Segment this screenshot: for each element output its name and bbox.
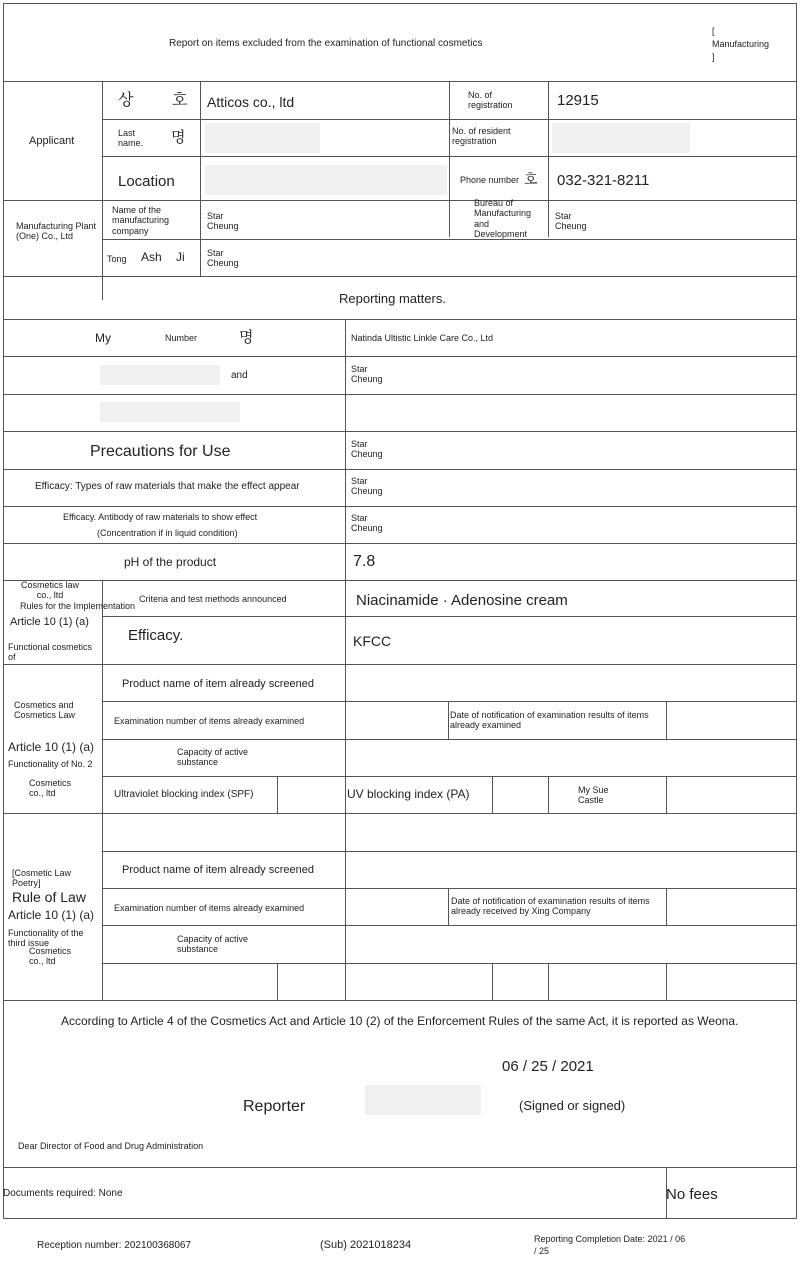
trade-name-value: Atticos co., ltd <box>207 94 295 110</box>
section2-exam-number-label: Examination number of items already examined <box>114 716 305 726</box>
bureau-value: Star Cheung <box>555 211 587 232</box>
registration-value: 12915 <box>557 92 599 109</box>
redacted-location <box>205 165 447 195</box>
manufacturer-name-value: Star Cheung <box>207 211 239 232</box>
reception-number: Reception number: 202100368067 <box>37 1240 192 1251</box>
trade-name-label-b: 호 <box>172 92 188 109</box>
last-name-glyph: 명 <box>171 129 186 146</box>
section3-screened-label: Product name of item already screened <box>122 864 314 876</box>
last-name-label: Last name. <box>118 128 144 149</box>
section2-spf-label: Ultraviolet blocking index (SPF) <box>114 789 254 800</box>
antibody-label-1: Efficacy. Antibody of raw materials to show effect <box>63 512 258 522</box>
redacted-resident-number <box>552 123 690 153</box>
section2-side-2: Article 10 (1) (a) <box>8 740 95 754</box>
tong-mid: Ash <box>141 250 162 264</box>
redacted-field <box>100 402 240 422</box>
efficacy-label: Efficacy. <box>128 627 184 644</box>
number-label: Number <box>165 333 198 343</box>
ph-value: 7.8 <box>353 553 376 570</box>
efficacy-types-label: Efficacy: Types of raw materials that make the effect appear <box>35 481 300 492</box>
section2-capacity-label: Capacity of active substance <box>177 747 249 768</box>
redacted-last-name <box>205 123 320 153</box>
reporter-label: Reporter <box>243 1098 306 1115</box>
declaration-statement: According to Article 4 of the Cosmetics Act and Article 10 (2) of the Enforcement Rules of the same Act, it is reported as Weona. <box>61 1014 739 1028</box>
antibody-value: Star Cheung <box>351 513 383 534</box>
phone-label: Phone number <box>460 175 520 185</box>
completion-date-line-2: / 25 <box>534 1246 550 1256</box>
addressee: Dear Director of Food and Drug Administration <box>18 1141 204 1151</box>
reporting-header: Reporting matters. <box>339 291 446 306</box>
criteria-label: Criteria and test methods announced <box>139 594 287 604</box>
section3-side-3: Article 10 (1) (a) <box>8 908 95 922</box>
phone-value: 032-321-8211 <box>557 172 650 189</box>
criteria-value: Niacinamide · Adenosine cream <box>356 592 568 609</box>
section3-exam-number-label: Examination number of items already examined <box>114 903 305 913</box>
trade-name-label-a: 상 <box>118 92 134 109</box>
manufacturer-name-label: Name of the manufacturing company <box>112 205 170 236</box>
section3-side-2: Rule of Law <box>12 889 86 905</box>
efficacy-types-value: Star Cheung <box>351 476 383 497</box>
product-name-value: Natinda Ultistic Linkle Care Co., Ltd <box>351 333 494 343</box>
redacted-field <box>100 365 220 385</box>
tong-label: Tong <box>107 254 127 264</box>
precautions-value: Star Cheung <box>351 439 383 460</box>
and-value: Star Cheung <box>351 364 383 385</box>
section3-capacity-label: Capacity of active substance <box>177 934 249 955</box>
section1-side-1: Cosmetics law co., ltd <box>20 580 79 601</box>
section2-side-4: Cosmetics co., ltd <box>29 778 72 799</box>
applicant-label: Applicant <box>29 135 75 147</box>
category-label: Manufacturing <box>712 39 770 49</box>
bureau-label: Bureau of Manufacturing and Development <box>474 198 532 240</box>
resident-registration-label: No. of resident registration <box>452 126 511 147</box>
ph-label: pH of the product <box>124 555 217 569</box>
section3-side-4: Functionality of the third issue <box>8 928 84 949</box>
my-label: My <box>95 331 111 345</box>
precautions-label: Precautions for Use <box>90 443 231 460</box>
section2-castle-label: My Sue Castle <box>578 785 609 806</box>
section1-side-2: Rules for the Implementation <box>20 601 136 611</box>
section1-side-4: Functional cosmetics of <box>8 642 93 663</box>
registration-label: No. of registration <box>468 90 513 111</box>
section3-side-5: Cosmetics co., ltd <box>29 946 72 967</box>
declaration-date: 06 / 25 / 2021 <box>502 1058 594 1075</box>
and-label: and <box>231 370 248 381</box>
bracket-open: [ <box>712 26 715 36</box>
tong-end: Ji <box>176 250 185 264</box>
plant-label: Manufacturing Plant (One) Co., Ltd <box>16 221 97 242</box>
location-label: Location <box>118 173 175 190</box>
form-title: Report on items excluded from the examination of functional cosmetics <box>169 38 483 49</box>
sub-number: (Sub) 2021018234 <box>320 1239 412 1251</box>
documents-required: Documents required: None <box>3 1188 123 1199</box>
antibody-label-2: (Concentration if in liquid condition) <box>97 528 238 538</box>
signed-label: (Signed or signed) <box>519 1098 626 1113</box>
fees-label: No fees <box>666 1186 718 1203</box>
section3-side-1: [Cosmetic Law Poetry] <box>12 868 72 889</box>
completion-date-line-1: Reporting Completion Date: 2021 / 06 <box>534 1234 686 1244</box>
efficacy-value: KFCC <box>353 633 392 649</box>
section2-screened-label: Product name of item already screened <box>122 678 314 690</box>
section3-notification-label: Date of notification of examination results of items already received by Xing Company <box>451 896 650 917</box>
section1-side-3: Article 10 (1) (a) <box>10 616 89 628</box>
bracket-close: ] <box>712 52 715 62</box>
section2-side-3: Functionality of No. 2 <box>8 759 93 769</box>
section2-side-1: Cosmetics and Cosmetics Law <box>14 700 76 721</box>
phone-glyph: 호 <box>524 171 538 187</box>
redacted-reporter-signature <box>365 1085 481 1115</box>
section2-pa-label: UV blocking index (PA) <box>347 787 470 801</box>
tong-value: Star Cheung <box>207 248 239 269</box>
name-glyph: 명 <box>239 329 254 346</box>
section2-notification-label: Date of notification of examination results of items already examined <box>450 710 649 731</box>
